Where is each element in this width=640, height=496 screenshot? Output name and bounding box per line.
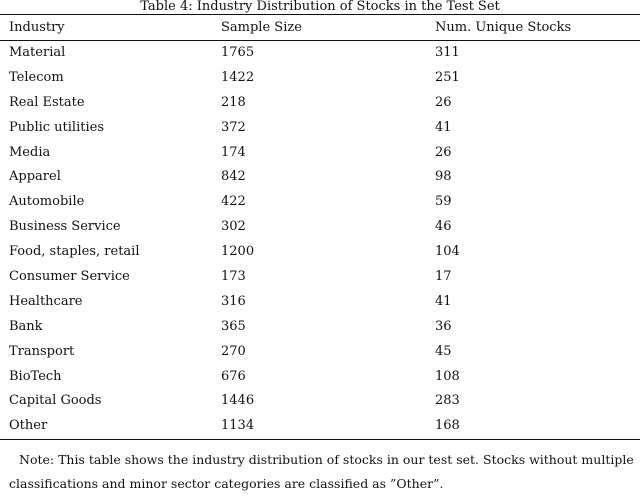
table-row: [0, 389, 640, 414]
industry-cell: Material: [9, 45, 66, 60]
unique-stocks-cell: 168: [435, 418, 460, 434]
table-row: [0, 165, 640, 190]
unique-stocks-cell: 283: [435, 393, 460, 409]
industry-cell: Healthcare: [9, 293, 83, 309]
industry-cell: Capital Goods: [9, 393, 102, 409]
industry-cell: Business Service: [9, 219, 121, 235]
industry-cell: Transport: [9, 343, 75, 359]
table-row: [0, 365, 640, 390]
industry-cell: Automobile: [9, 194, 85, 210]
sample-size-cell: 1422: [221, 69, 255, 85]
table-row: [0, 91, 640, 116]
unique-stocks-cell: 108: [435, 368, 460, 384]
industry-cell: Food, staples, retail: [9, 244, 140, 260]
industry-cell: BioTech: [9, 368, 62, 384]
sample-size-cell: 1765: [221, 45, 255, 60]
unique-stocks-cell: 26: [435, 144, 452, 160]
table-row: [0, 66, 640, 91]
column-header-unique-stocks: Num. Unique Stocks: [435, 20, 572, 35]
unique-stocks-cell: 59: [435, 194, 452, 210]
sample-size-cell: 842: [221, 169, 246, 185]
sample-size-cell: 270: [221, 343, 246, 359]
sample-size-cell: 174: [221, 144, 246, 160]
sample-size-cell: 422: [221, 194, 246, 210]
unique-stocks-cell: 17: [435, 269, 452, 285]
industry-cell: Consumer Service: [9, 269, 130, 285]
sample-size-cell: 302: [221, 219, 246, 235]
column-header-sample-size: Sample Size: [221, 20, 302, 35]
table-row: [0, 290, 640, 315]
column-header-industry: Industry: [9, 20, 65, 35]
table-row: [0, 190, 640, 215]
sample-size-cell: 372: [221, 119, 246, 135]
table-row: [0, 141, 640, 166]
table-caption: Table 4: Industry Distribution of Stocks in the Test Set: [140, 0, 500, 14]
unique-stocks-cell: 36: [435, 318, 452, 334]
unique-stocks-cell: 46: [435, 219, 452, 235]
table-note-line-1: Note: This table shows the industry distribution of stocks in our test set. Stocks without multiple: [19, 452, 634, 467]
table-row: [0, 340, 640, 365]
table-row: [0, 116, 640, 141]
table-note-line-2: classifications and minor sector categories are classified as ”Other”.: [9, 476, 444, 491]
table-row: [0, 414, 640, 439]
sample-size-cell: 1134: [221, 418, 255, 434]
table-bottom-rule: [0, 439, 640, 440]
table-body: [0, 41, 640, 439]
table-row: [0, 315, 640, 340]
table-note: [0, 448, 640, 496]
industry-cell: Bank: [9, 318, 43, 334]
sample-size-cell: 676: [221, 368, 246, 384]
unique-stocks-cell: 251: [435, 69, 460, 85]
table-row: [0, 41, 640, 66]
unique-stocks-cell: 98: [435, 169, 452, 185]
unique-stocks-cell: 45: [435, 343, 452, 359]
industry-cell: Media: [9, 144, 51, 160]
sample-size-cell: 365: [221, 318, 246, 334]
unique-stocks-cell: 26: [435, 94, 452, 110]
unique-stocks-cell: 104: [435, 244, 460, 260]
table-row: [0, 215, 640, 240]
unique-stocks-cell: 311: [435, 45, 460, 60]
unique-stocks-cell: 41: [435, 293, 452, 309]
table-row: [0, 265, 640, 290]
sample-size-cell: 316: [221, 293, 246, 309]
sample-size-cell: 1200: [221, 244, 255, 260]
sample-size-cell: 218: [221, 94, 246, 110]
industry-cell: Apparel: [9, 169, 61, 185]
sample-size-cell: 173: [221, 269, 246, 285]
industry-cell: Real Estate: [9, 94, 85, 110]
sample-size-cell: 1446: [221, 393, 255, 409]
table-top-rule: [0, 14, 640, 15]
unique-stocks-cell: 41: [435, 119, 452, 135]
industry-cell: Other: [9, 418, 48, 434]
table-header-row: [0, 16, 640, 40]
industry-cell: Telecom: [9, 69, 64, 85]
industry-cell: Public utilities: [9, 119, 104, 135]
table-row: [0, 240, 640, 265]
